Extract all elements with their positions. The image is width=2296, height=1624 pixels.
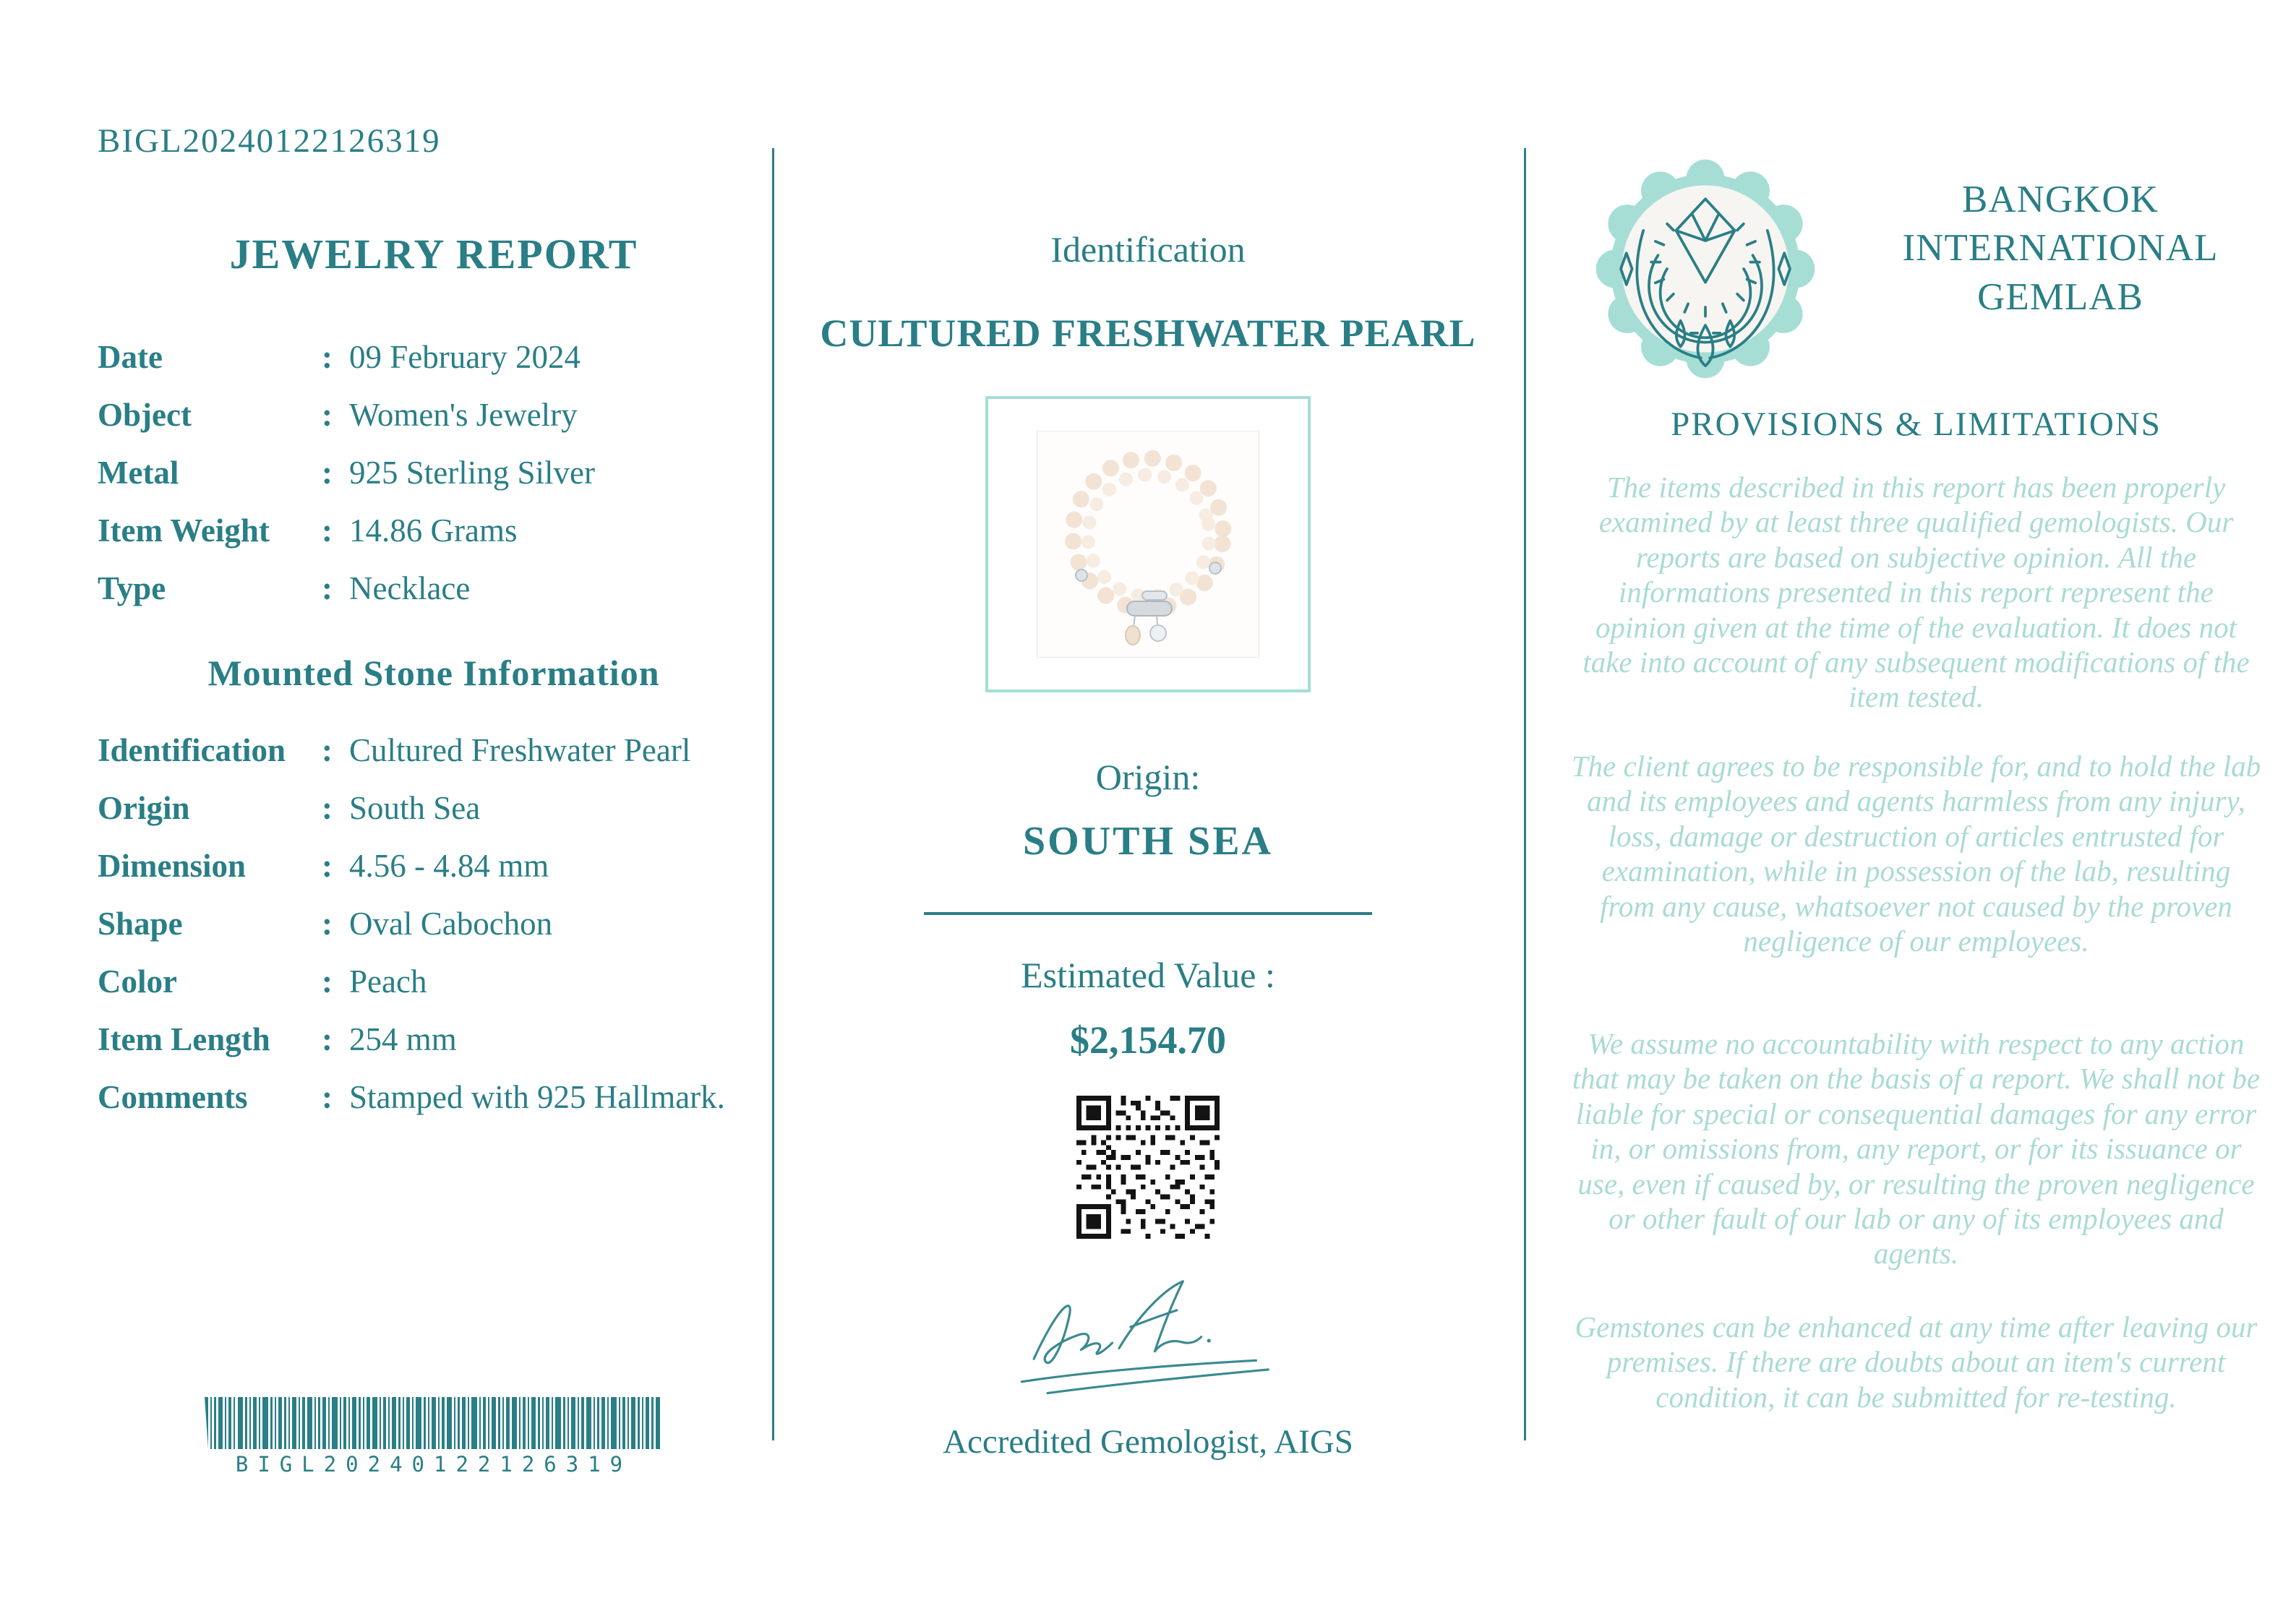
field-label: Identification bbox=[98, 732, 286, 768]
identification-result: CULTURED FRESHWATER PEARL bbox=[820, 312, 1476, 355]
field-colon: : bbox=[322, 963, 333, 1000]
field-colon: : bbox=[322, 397, 333, 433]
estimated-value: $2,154.70 bbox=[1070, 1018, 1226, 1062]
field-row-dimension bbox=[98, 847, 770, 905]
field-colon: : bbox=[322, 455, 333, 491]
field-label: Color bbox=[98, 963, 177, 1000]
field-value: Stamped with 925 Hallmark. bbox=[349, 1079, 725, 1115]
field-colon: : bbox=[322, 790, 333, 826]
field-colon: : bbox=[322, 570, 333, 606]
field-value: 09 February 2024 bbox=[349, 339, 581, 375]
field-row-item-weight bbox=[98, 512, 770, 570]
origin-value: SOUTH SEA bbox=[1023, 819, 1273, 864]
field-colon: : bbox=[322, 1079, 333, 1115]
value-divider-line bbox=[924, 912, 1372, 915]
field-label: Date bbox=[98, 339, 163, 375]
field-value: Cultured Freshwater Pearl bbox=[349, 732, 691, 768]
report-number: BIGL20240122126319 bbox=[98, 122, 441, 160]
field-colon: : bbox=[322, 848, 333, 884]
provisions-title: PROVISIONS & LIMITATIONS bbox=[1671, 405, 2162, 443]
field-row-identification bbox=[98, 731, 770, 789]
field-value: Peach bbox=[349, 963, 427, 1000]
jewelry-photo-frame bbox=[985, 396, 1311, 692]
field-row-date bbox=[98, 338, 770, 396]
field-value: Necklace bbox=[349, 570, 471, 606]
field-label: Origin bbox=[98, 790, 190, 826]
jewelry-fields bbox=[98, 338, 770, 627]
field-colon: : bbox=[322, 339, 333, 375]
field-label: Object bbox=[98, 397, 192, 433]
field-colon: : bbox=[322, 512, 333, 549]
barcode-icon bbox=[205, 1397, 663, 1449]
field-label: Item Length bbox=[98, 1021, 270, 1057]
field-row-object bbox=[98, 396, 770, 454]
field-row-shape bbox=[98, 905, 770, 963]
field-colon: : bbox=[322, 1021, 333, 1057]
field-label: Shape bbox=[98, 906, 183, 942]
page-title: JEWELRY REPORT bbox=[229, 231, 638, 278]
column-divider-right bbox=[1524, 148, 1526, 1440]
jewelry-photo bbox=[1037, 431, 1259, 658]
field-label: Metal bbox=[98, 455, 179, 491]
field-label: Comments bbox=[98, 1079, 248, 1115]
field-value: 925 Sterling Silver bbox=[349, 455, 595, 491]
signer-title: Accredited Gemologist, AIGS bbox=[943, 1423, 1353, 1461]
field-value: 4.56 - 4.84 mm bbox=[349, 848, 549, 884]
stone-section-title: Mounted Stone Information bbox=[207, 653, 660, 693]
provisions-paragraph: The client agrees to be responsible for, and to hold the lab and its employees and agents harmless from any injury, loss, damage or destruction of articles entrusted for examination, while in possession of the lab, resulting from any cause, whatsoever not caused by the proven negligence of our employees. bbox=[1571, 749, 2261, 958]
pearl-necklace-image bbox=[1040, 434, 1256, 655]
lab-name: BANGKOK INTERNATIONAL GEMLAB bbox=[1902, 179, 2219, 318]
field-row-item-length bbox=[98, 1021, 770, 1078]
field-colon: : bbox=[322, 906, 333, 942]
stone-fields bbox=[98, 731, 770, 1136]
provisions-paragraph: We assume no accountability with respect to any action that may be taken on the basis of a report. We shall not be liable for special or consequential damages for any error in, or omissions from, any report, or for its issuance or use, even if caused by, or resulting the proven negligence or other fault of our lab or any of its employees and agents. bbox=[1572, 1027, 2261, 1271]
field-row-metal bbox=[98, 454, 770, 512]
field-label: Item Weight bbox=[98, 512, 270, 549]
field-colon: : bbox=[322, 732, 333, 768]
provisions-paragraph: The items described in this report has been properly examined by at least three qualified gemologists. Our reports are based on subjective opinion. All the informations presented in this report represent the opinion given at the time of the evaluation. It does not take into account of any subsequent modifications of the item tested. bbox=[1582, 471, 2250, 714]
field-label: Type bbox=[98, 570, 166, 606]
field-value: 254 mm bbox=[349, 1021, 457, 1057]
field-value: South Sea bbox=[349, 790, 481, 826]
field-row-type bbox=[98, 570, 770, 627]
field-row-origin bbox=[98, 789, 770, 847]
estimated-value-label: Estimated Value : bbox=[1021, 955, 1275, 995]
barcode bbox=[205, 1397, 663, 1477]
gemlab-logo-icon bbox=[1593, 156, 1818, 382]
barcode-text: BIGL20240122126319 bbox=[235, 1452, 633, 1477]
origin-label: Origin: bbox=[1095, 757, 1201, 797]
qr-code-icon bbox=[1076, 1096, 1220, 1239]
identification-section-label: Identification bbox=[1050, 229, 1246, 270]
field-row-color bbox=[98, 963, 770, 1021]
field-value: 14.86 Grams bbox=[349, 512, 518, 549]
field-value: Women's Jewelry bbox=[349, 397, 578, 433]
field-row-comments bbox=[98, 1078, 770, 1136]
field-label: Dimension bbox=[98, 848, 247, 884]
field-value: Oval Cabochon bbox=[349, 906, 553, 942]
gemologist-signature bbox=[1003, 1259, 1293, 1424]
provisions-paragraph: Gemstones can be enhanced at any time after leaving our premises. If there are doubts about an item's current condition, it can be submitted for re-testing. bbox=[1575, 1310, 2258, 1414]
